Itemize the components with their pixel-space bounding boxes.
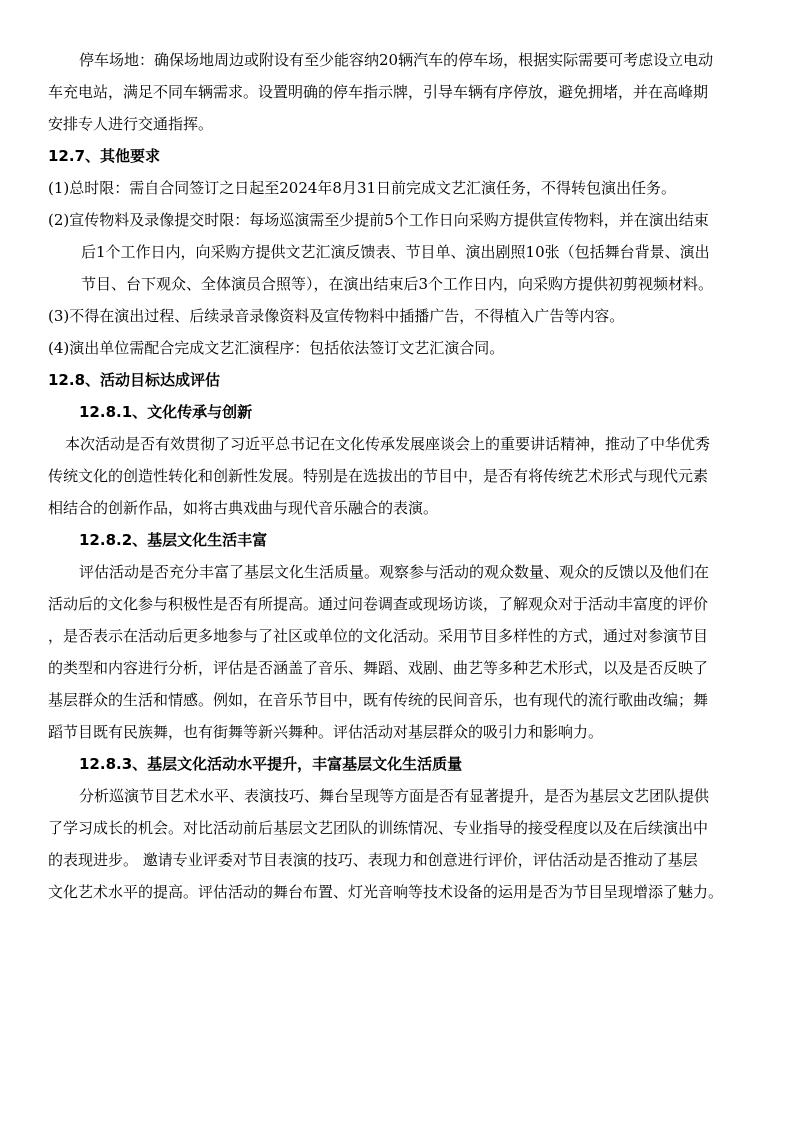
subsection-heading-12-8-1: 12.8.1、文化传承与创新: [79, 403, 253, 421]
paragraph-line: 本次活动是否有效贯彻了习近平总书记在文化传承发展座谈会上的重要讲话精神，推动了中华优秀: [65, 435, 711, 453]
paragraph-line: 分析巡演节目艺术水平、表演技巧、舞台呈现等方面是否有显著提升，是否为基层文艺团队提供: [79, 787, 710, 805]
paragraph-line: 基层群众的生活和情感。例如，在音乐节目中，既有传统的民间音乐，也有现代的流行歌曲改编；舞: [48, 691, 709, 709]
subsection-heading-12-8-3: 12.8.3、基层文化活动水平提升，丰富基层文化生活质量: [79, 755, 463, 773]
paragraph-line: 了学习成长的机会。对比活动前后基层文艺团队的训练情况、专业指导的接受程度以及在后续演出中: [48, 819, 709, 837]
paragraph-line: 蹈节目既有民族舞，也有街舞等新兴舞种。评估活动对基层群众的吸引力和影响力。: [48, 723, 604, 741]
document-page: [48, 44, 768, 908]
paragraph-line: 车充电站，满足不同车辆需求。设置明确的停车指示牌，引导车辆有序停放，避免拥堵，并在高峰期: [48, 83, 709, 101]
paragraph-line: 安排专人进行交通指挥。: [48, 115, 214, 133]
list-item: (4)演出单位需配合完成文艺汇演程序：包括依法签订文艺汇演合同。: [48, 339, 505, 357]
paragraph-line: 的表现进步。 邀请专业评委对节目表演的技巧、表现力和创意进行评价，评估活动是否推动了基层: [48, 851, 698, 869]
paragraph-line: 活动后的文化参与积极性是否有所提高。通过问卷调查或现场访谈，了解观众对于活动丰富度的评价: [48, 595, 709, 613]
paragraph-line: 相结合的创新作品，如将古典戏曲与现代音乐融合的表演。: [48, 499, 439, 517]
paragraph-line: 的类型和内容进行分析，评估是否涵盖了音乐、舞蹈、戏剧、曲艺等多种艺术形式，以及是否反映了: [48, 659, 709, 677]
section-heading-12-8: 12.8、活动目标达成评估: [48, 371, 221, 389]
paragraph-line: 文化艺术水平的提高。评估活动的舞台布置、灯光音响等技术设备的运用是否为节目呈现增添了魅力。: [48, 883, 724, 901]
paragraph-line: 评估活动是否充分丰富了基层文化生活质量。观察参与活动的观众数量、观众的反馈以及他们在: [79, 563, 710, 581]
paragraph-line: 传统文化的创造性转化和创新性发展。特别是在选拔出的节目中，是否有将传统艺术形式与现代元素: [48, 467, 709, 485]
subsection-heading-12-8-2: 12.8.2、基层文化生活丰富: [79, 531, 268, 549]
list-item-continuation: 节目、台下观众、全体演员合照等），在演出结束后3个工作日内，向采购方提供初剪视频材料。: [81, 275, 714, 293]
section-heading-12-7: 12.7、其他要求: [48, 147, 161, 165]
list-item-continuation: 后1个工作日内，向采购方提供文艺汇演反馈表、节目单、演出剧照10张（包括舞台背景、演出: [81, 243, 710, 261]
list-item: (3)不得在演出过程、后续录音录像资料及宣传物料中插播广告，不得植入广告等内容。: [48, 307, 625, 325]
list-item: (1)总时限：需自合同签订之日起至2024年8月31日前完成文艺汇演任务，不得转包演出任务。: [48, 179, 677, 197]
paragraph-line: 停车场地：确保场地周边或附设有至少能容纳20辆汽车的停车场，根据实际需要可考虑设立电动: [79, 51, 714, 69]
paragraph-line: ，是否表示在活动后更多地参与了社区或单位的文化活动。采用节目多样性的方式，通过对参演节目: [48, 627, 709, 645]
list-item: (2)宣传物料及录像提交时限：每场巡演需至少提前5个工作日向采购方提供宣传物料，并在演出结束: [48, 211, 709, 229]
